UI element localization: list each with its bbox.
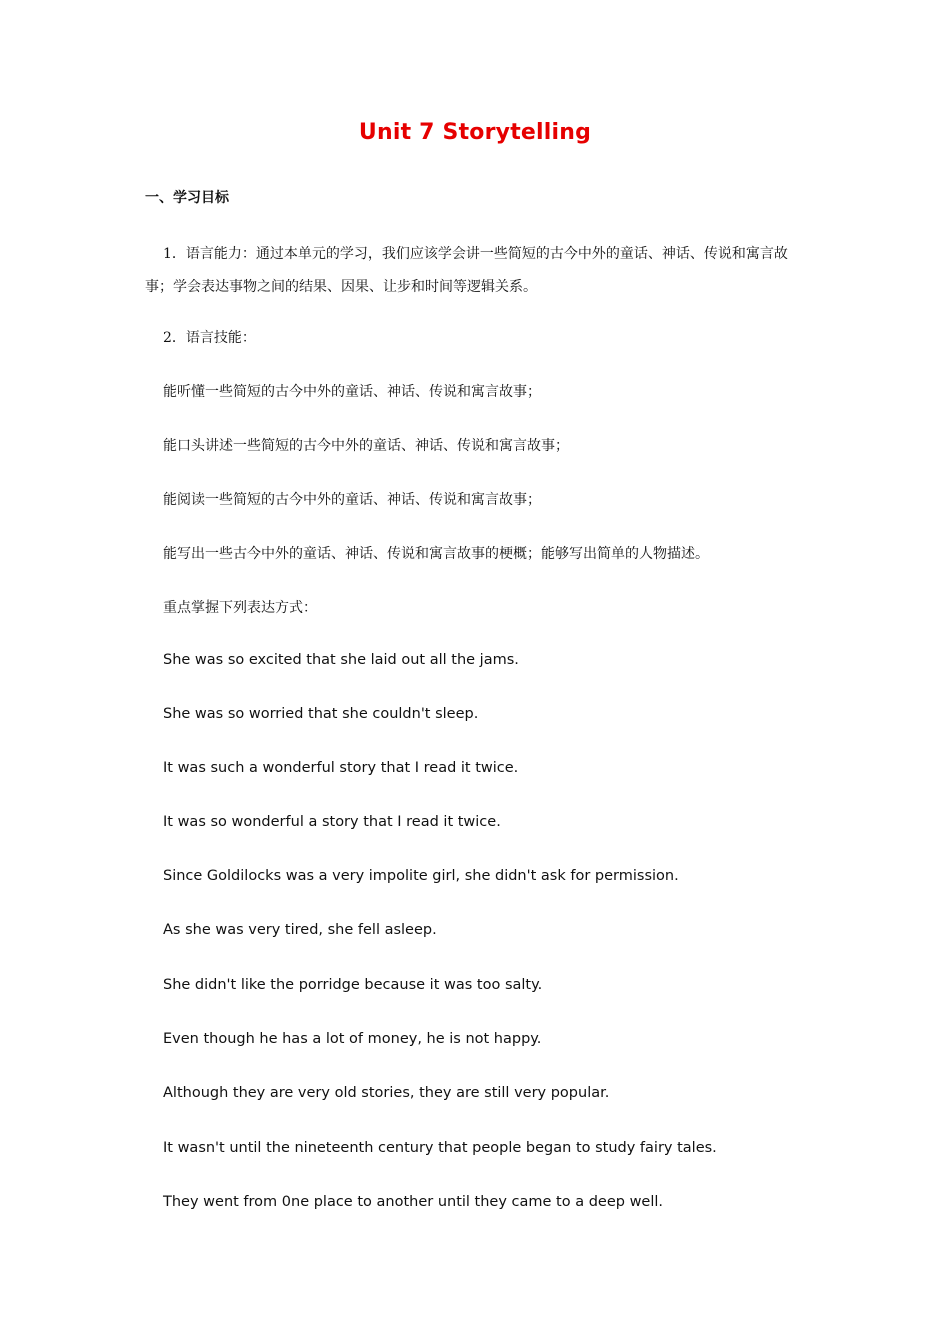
document-title: Unit 7 Storytelling	[358, 120, 592, 145]
skill-line: 能写出一些古今中外的童话、神话、传说和寓言故事的梗概；能够写出简单的人物描述。	[163, 546, 709, 562]
expression-line: It was such a wonderful story that I read it twice.	[163, 760, 519, 776]
expression-line: It wasn't until the nineteenth century that people began to study fairy tales.	[163, 1140, 717, 1156]
expression-line: She was so worried that she couldn't sleep.	[163, 706, 479, 722]
section-heading: 一、学习目标	[145, 190, 229, 206]
expression-line: Since Goldilocks was a very impolite girl, she didn't ask for permission.	[163, 868, 679, 884]
expression-line: Even though he has a lot of money, he is not happy.	[163, 1031, 542, 1047]
goal-language-ability	[145, 238, 805, 304]
skill-line: 能听懂一些简短的古今中外的童话、神话、传说和寓言故事；	[163, 384, 541, 400]
expression-line: She didn't like the porridge because it was too salty.	[163, 977, 543, 993]
skill-line: 能口头讲述一些简短的古今中外的童话、神话、传说和寓言故事；	[163, 438, 569, 454]
key-expressions-heading: 重点掌握下列表达方式：	[163, 600, 317, 616]
expression-line: As she was very tired, she fell asleep.	[163, 922, 437, 938]
expression-line: She was so excited that she laid out all the jams.	[163, 652, 519, 668]
expression-line: Although they are very old stories, they are still very popular.	[163, 1085, 610, 1101]
goal-language-ability-text: 1．语言能力：通过本单元的学习，我们应该学会讲一些简短的古今中外的童话、神话、传说和寓言故事；学会表达事物之间的结果、因果、让步和时间等逻辑关系。	[145, 246, 788, 295]
expression-line: They went from 0ne place to another until they came to a deep well.	[163, 1194, 664, 1210]
goal-language-skills: 2．语言技能：	[163, 330, 256, 346]
skill-line: 能阅读一些简短的古今中外的童话、神话、传说和寓言故事；	[163, 492, 541, 508]
expression-line: It was so wonderful a story that I read it twice.	[163, 814, 501, 830]
